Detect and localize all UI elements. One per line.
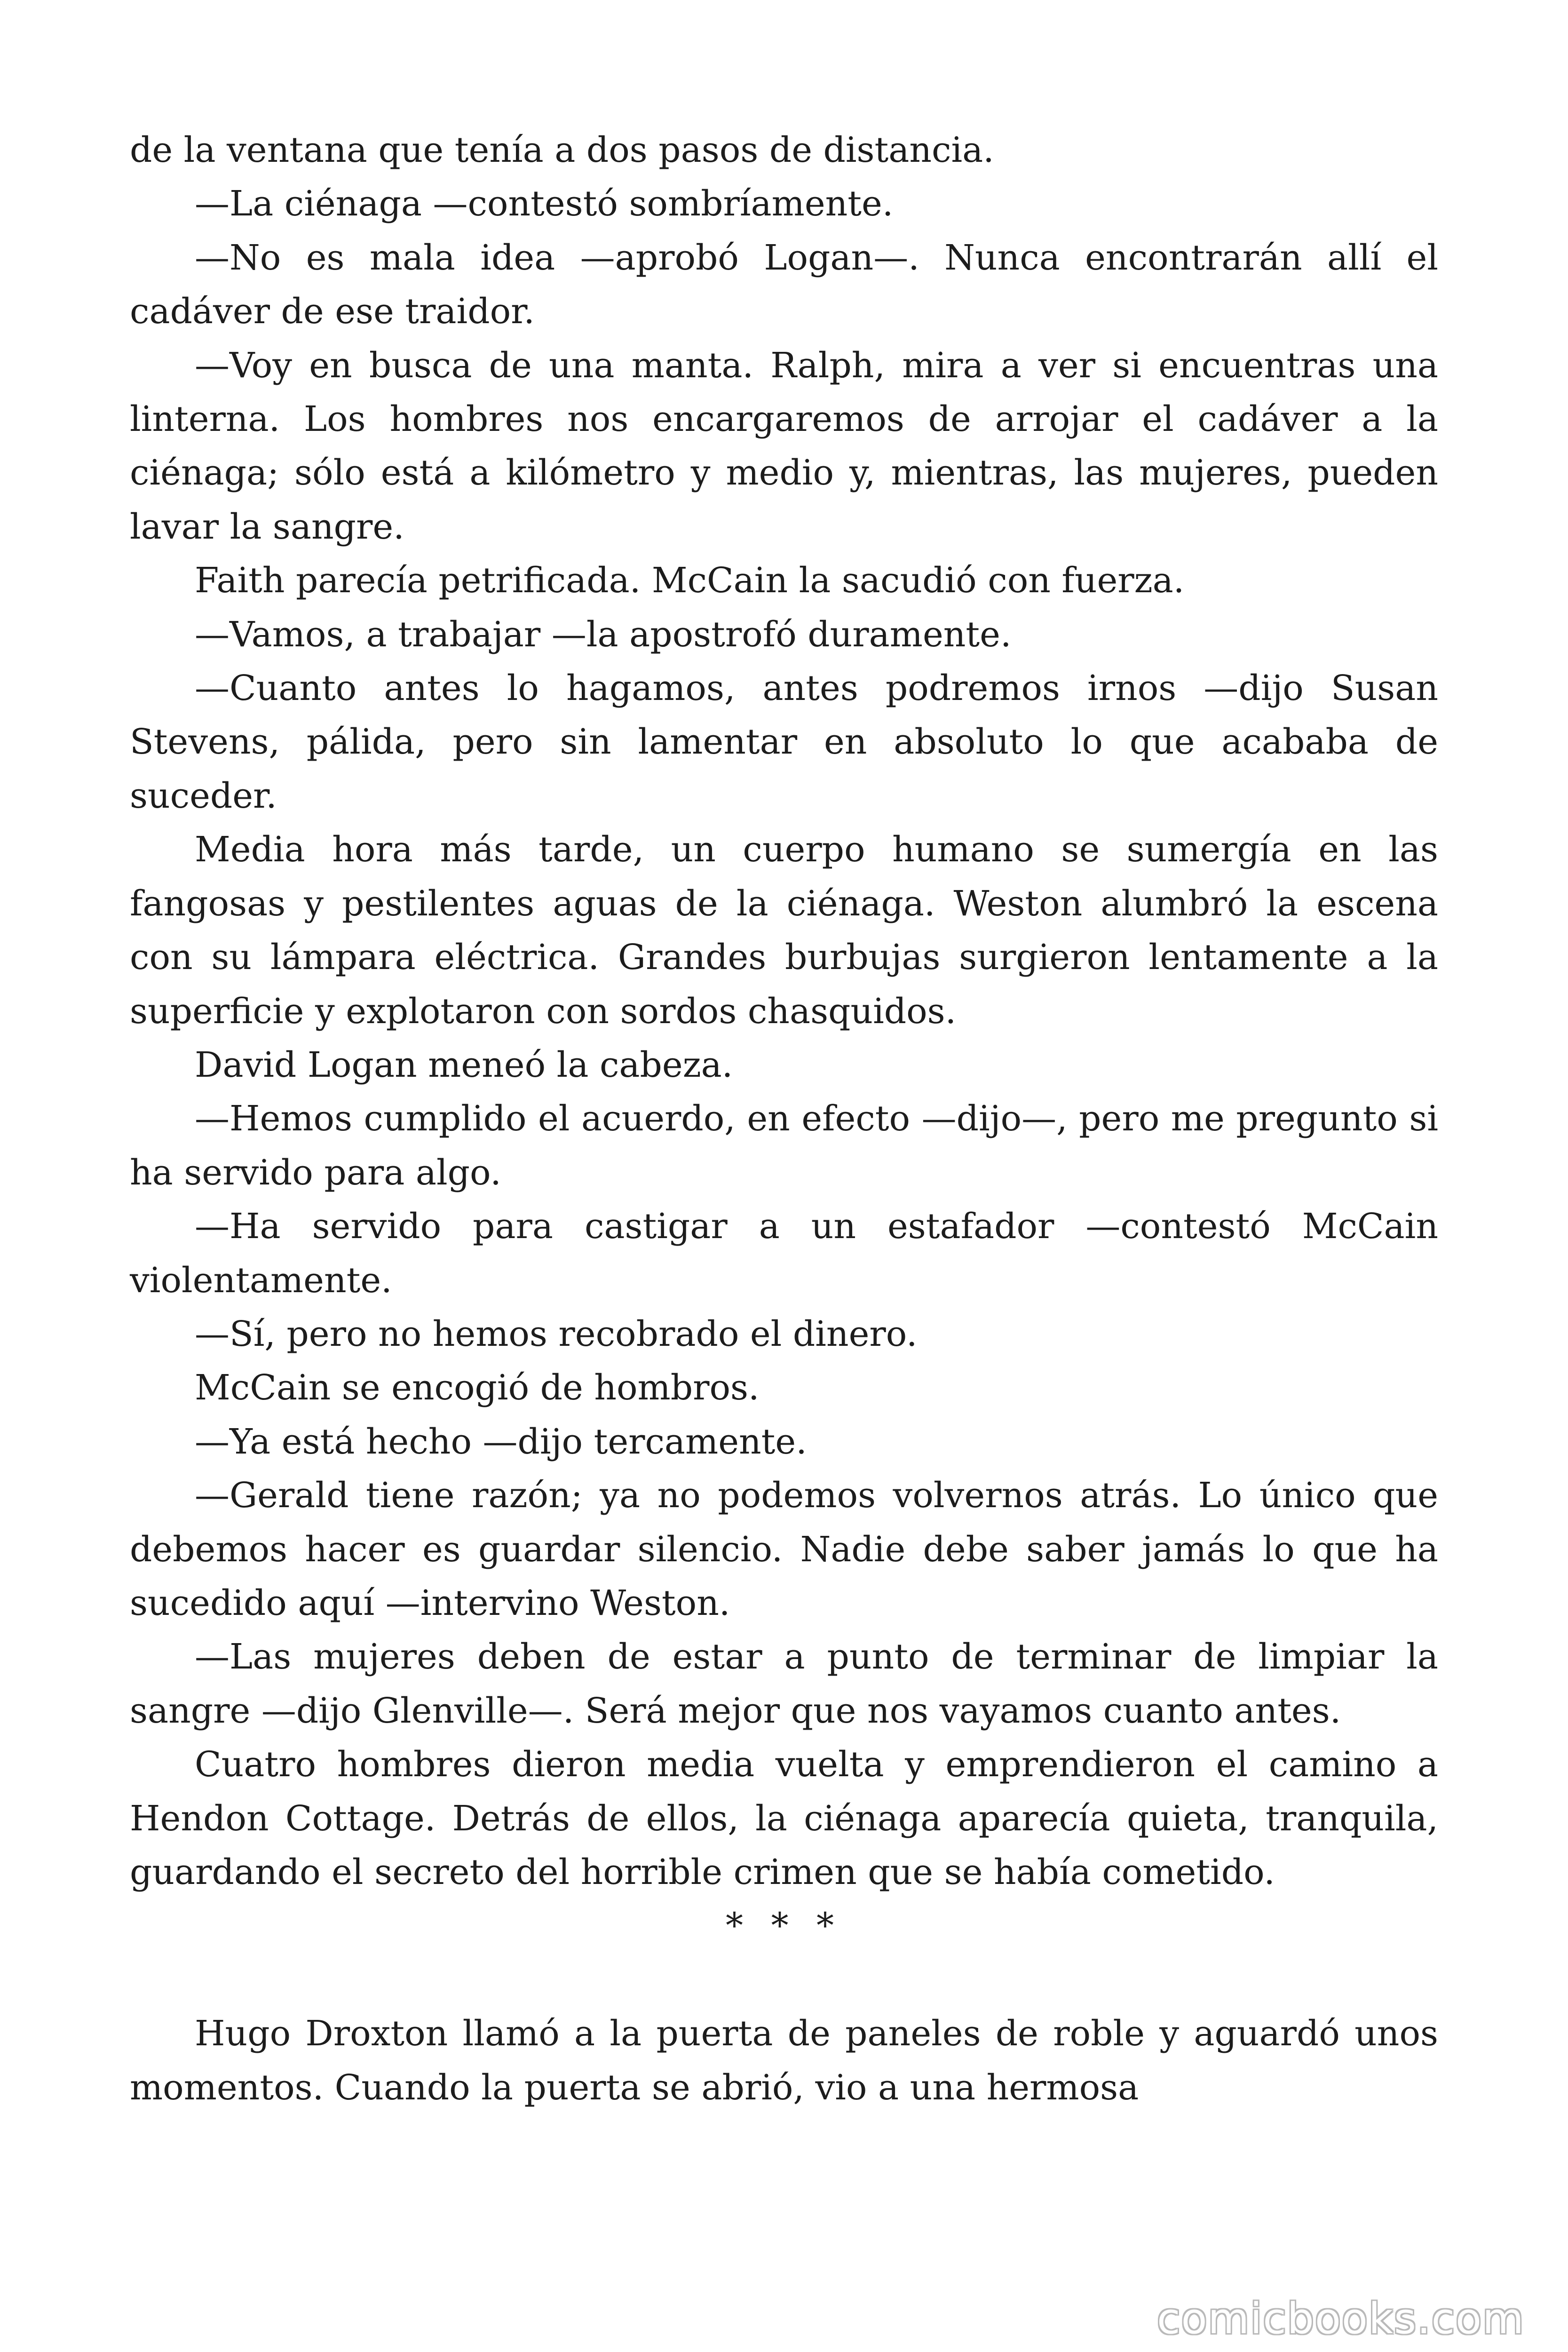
paragraph-2: —La ciénaga —contestó sombríamente. (195, 183, 894, 224)
paragraph-11: —Ha servido para castigar a un estafador —contestó McCain violentamente. (130, 1206, 1438, 1301)
paragraph-1: de la ventana que tenía a dos pasos de distancia. (130, 130, 994, 170)
watermark-logo: comicbooks.com (1157, 2294, 1525, 2344)
paragraph-16: —Las mujeres deben de estar a punto de terminar de limpiar la sangre —dijo Glenville—. Será mejor que nos vayamos cuanto antes. (130, 1637, 1438, 1731)
paragraph-4: —Voy en busca de una manta. Ralph, mira a ver si encuentras una linterna. Los hombres nos encargaremos de arrojar el cadáver a la ciénaga; sólo está a kilómetro y medio y, mientras, las mujeres, pueden lavar la sangre. (130, 345, 1438, 547)
book-page (130, 123, 1438, 2114)
paragraph-final: Hugo Droxton llamó a la puerta de paneles de roble y aguardó unos momentos. Cuando la puerta se abrió, vio a una hermosa (130, 2013, 1438, 2108)
paragraph-8: Media hora más tarde, un cuerpo humano se sumergía en las fangosas y pestilentes aguas de la ciénaga. Weston alumbró la escena con su lámpara eléctrica. Grandes burbujas surgieron lentamente a la superficie y explotaron con sordos chasquidos. (130, 829, 1438, 1032)
paragraph-15: —Gerald tiene razón; ya no podemos volvernos atrás. Lo único que debemos hacer es guardar silencio. Nadie debe saber jamás lo que ha sucedido aquí —intervino Weston. (130, 1475, 1438, 1623)
paragraph-9: David Logan meneó la cabeza. (195, 1044, 733, 1085)
paragraph-14: —Ya está hecho —dijo tercamente. (195, 1421, 807, 1462)
paragraph-10: —Hemos cumplido el acuerdo, en efecto —dijo—, pero me pregunto si ha servido para algo. (130, 1098, 1438, 1193)
paragraph-7: —Cuanto antes lo hagamos, antes podremos irnos —dijo Susan Stevens, pálida, pero sin lamentar en absoluto lo que acababa de suceder. (130, 668, 1438, 816)
paragraph-17: Cuatro hombres dieron media vuelta y emprendieron el camino a Hendon Cottage. Detrás de ellos, la ciénaga aparecía quieta, tranquila, guardando el secreto del horrible crimen que se había cometido. (130, 1744, 1438, 1892)
paragraph-3: —No es mala idea —aprobó Logan—. Nunca encontrarán allí el cadáver de ese traidor. (130, 237, 1438, 332)
paragraph-13: McCain se encogió de hombros. (195, 1367, 760, 1408)
paragraph-12: —Sí, pero no hemos recobrado el dinero. (195, 1313, 918, 1354)
paragraph-5: Faith parecía petrificada. McCain la sacudió con fuerza. (195, 560, 1185, 601)
paragraph-6: —Vamos, a trabajar —la apostrofó duramente. (195, 614, 1012, 655)
scene-separator: * * * (725, 1906, 843, 1947)
separator-gap (130, 1953, 1438, 2007)
